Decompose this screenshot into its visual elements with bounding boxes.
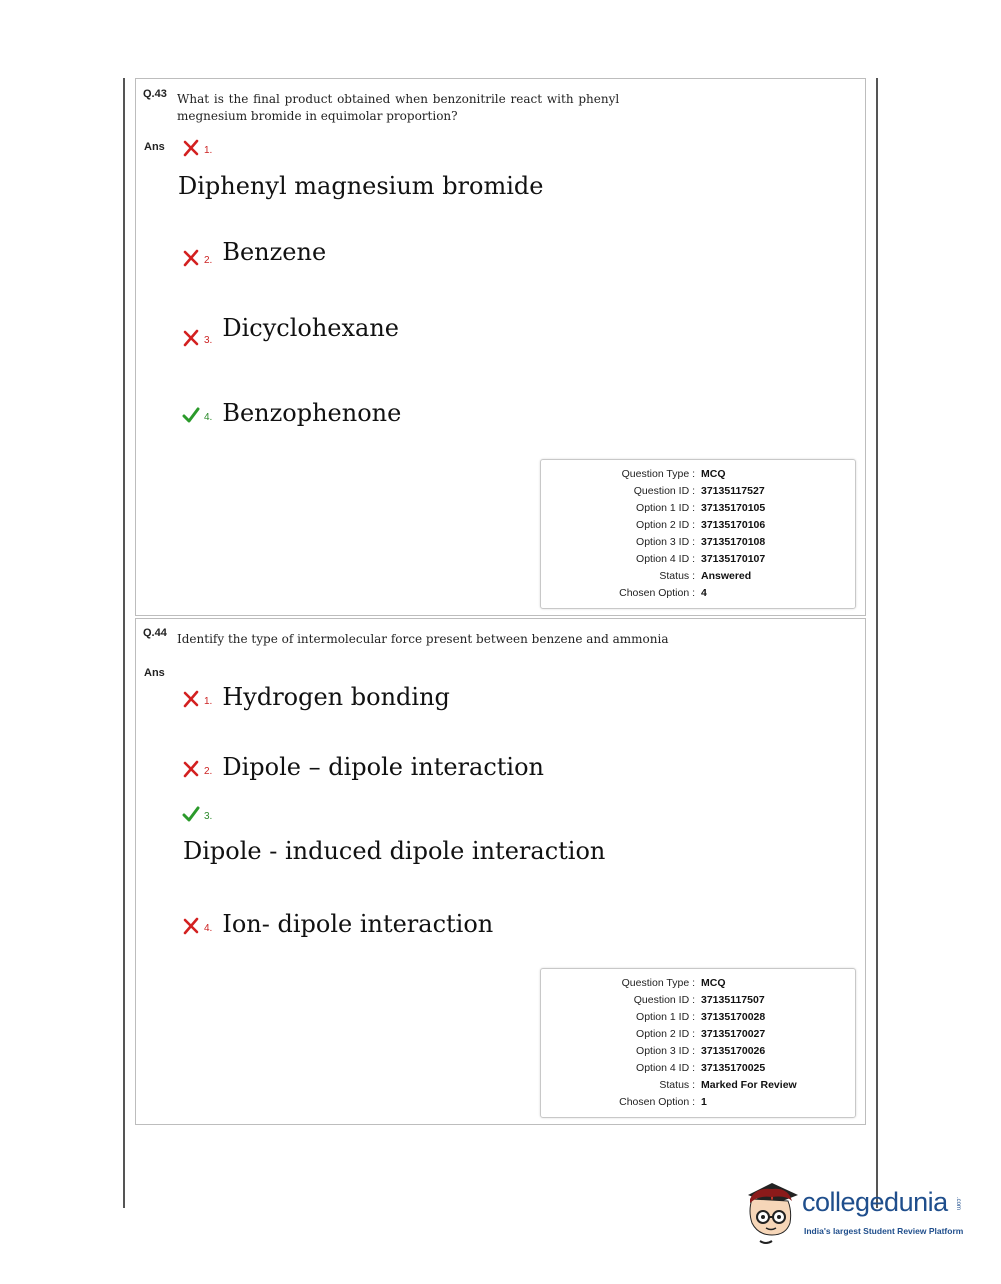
logo-suffix: .com — [955, 1197, 961, 1211]
question-meta-box: Question Type : MCQ Question ID : 37135117527 Option 1 ID : 37135170105 Option 2 ID : 37135170106 Option 3 ID : 37135170108 Option 4 ID : 37135170107 Status : Answered Chosen Option : 4 — [540, 459, 856, 609]
question-number: Q.43 — [143, 88, 167, 100]
option-number: 4. — [204, 411, 213, 423]
question-card-44 — [135, 618, 866, 1125]
question-number: Q.44 — [143, 627, 167, 639]
option-1 — [182, 685, 450, 713]
ans-label: Ans — [144, 141, 165, 153]
option-text: Benzophenone — [222, 399, 402, 427]
question-meta-box: Question Type : MCQ Question ID : 37135117507 Option 1 ID : 37135170028 Option 2 ID : 37135170027 Option 3 ID : 37135170026 Option 4 ID : 37135170025 Status : Marked For Review Chosen Option : 1 — [540, 968, 856, 1118]
collegedunia-logo — [742, 1177, 972, 1247]
mascot-icon — [742, 1177, 800, 1247]
option-number: 3. — [204, 334, 213, 346]
option-1 — [182, 139, 222, 157]
option-text: Dicyclohexane — [222, 314, 399, 342]
logo-tagline: India's largest Student Review Platform — [804, 1226, 964, 1236]
question-text-line2: megnesium bromide in equimolar proportion? — [177, 109, 458, 123]
option-number: 2. — [204, 765, 213, 777]
option-number: 4. — [204, 922, 213, 934]
option-2 — [182, 238, 327, 272]
wrong-cross-icon — [182, 690, 200, 708]
option-4 — [182, 912, 493, 940]
option-number: 2. — [204, 254, 213, 266]
option-number: 1. — [204, 144, 213, 156]
ans-label: Ans — [144, 667, 165, 679]
option-text: Ion- dipole interaction — [222, 910, 494, 938]
right-page-rule — [876, 78, 878, 1208]
wrong-cross-icon — [182, 139, 200, 157]
left-page-rule — [123, 78, 125, 1208]
wrong-cross-icon — [182, 329, 200, 347]
question-text-line1: What is the final product obtained when benzonitrile react with phenyl — [177, 92, 620, 106]
option-2 — [182, 755, 544, 783]
wrong-cross-icon — [182, 249, 200, 267]
correct-check-icon — [182, 805, 200, 823]
option-number: 1. — [204, 695, 213, 707]
logo-wordmark: collegedunia — [802, 1187, 948, 1217]
option-text: Dipole – dipole interaction — [222, 753, 544, 781]
option-4 — [182, 401, 401, 429]
question-card-43 — [135, 78, 866, 616]
wrong-cross-icon — [182, 760, 200, 778]
correct-check-icon — [182, 406, 200, 424]
wrong-cross-icon — [182, 917, 200, 935]
question-text-line1: Identify the type of intermolecular force present between benzene and ammonia — [177, 632, 669, 646]
option-3 — [182, 805, 222, 823]
option-text: Dipole - induced dipole interaction — [183, 837, 606, 865]
option-number: 3. — [204, 810, 213, 822]
option-text: Benzene — [222, 238, 327, 266]
option-text: Diphenyl magnesium bromide — [178, 172, 544, 200]
option-text: Hydrogen bonding — [222, 683, 450, 711]
option-3 — [182, 314, 399, 352]
